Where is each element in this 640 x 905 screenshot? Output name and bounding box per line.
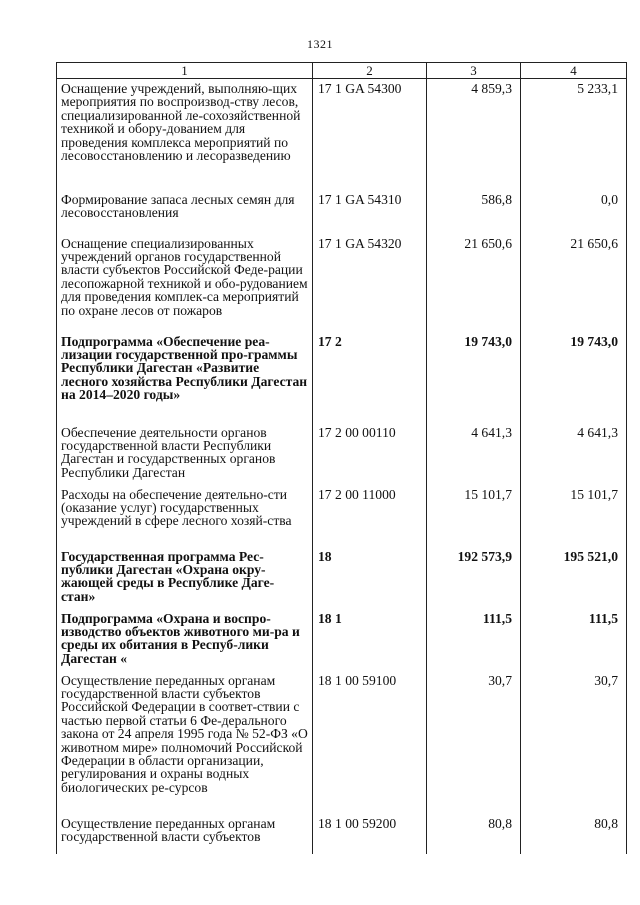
row-value-3-cell: 192 573,9: [427, 547, 521, 609]
row-name-cell: Государственная программа Рес-публики Дагестан «Охрана окру-жающей среды в Республике Даге-стан»: [57, 547, 313, 609]
table-row: [57, 814, 627, 854]
table-header-row: [57, 63, 627, 79]
row-code-cell: 18 1: [313, 609, 427, 671]
column-header-1: 1: [57, 63, 313, 79]
table-row: [57, 332, 627, 423]
table-body: [57, 79, 627, 854]
row-name-cell: Расходы на обеспечение деятельно-сти (оказание услуг) государственных учреждений в сфере лесного хозяй-ства: [57, 485, 313, 547]
table-row: [57, 423, 627, 485]
row-value-4-cell: 21 650,6: [521, 234, 627, 332]
row-code-cell: 18 1 00 59200: [313, 814, 427, 854]
row-code-cell: 17 2: [313, 332, 427, 423]
table-row: [57, 485, 627, 547]
budget-table: [56, 62, 627, 854]
row-code-cell: 18: [313, 547, 427, 609]
table-row: [57, 190, 627, 234]
row-value-4-cell: 5 233,1: [521, 79, 627, 190]
row-value-4-cell: 30,7: [521, 671, 627, 814]
row-name-cell: Осуществление переданных органам государственной власти субъектов: [57, 814, 313, 854]
row-name-cell: Формирование запаса лесных семян для лесовосстановления: [57, 190, 313, 234]
row-name-cell: Осуществление переданных органам государственной власти субъектов Российской Федерации в соответ-ствии с частью первой статьи 6 Фе-дерального закона от 24 апреля 1995 года № 52-ФЗ «О животном мире» полномочий Российской Федерации в области организации, регулирования и охраны водных биологических ре-сурсов: [57, 671, 313, 814]
row-code-cell: 18 1 00 59100: [313, 671, 427, 814]
row-value-3-cell: 30,7: [427, 671, 521, 814]
table-row: [57, 79, 627, 190]
row-value-4-cell: 195 521,0: [521, 547, 627, 609]
column-header-3: 3: [427, 63, 521, 79]
row-name-cell: Оснащение учреждений, выполняю-щих мероприятия по воспроизвод-ству лесов, специализированной ле-сохозяйственной техникой и обору-дованием для проведения комплекса мероприятий по лесовосстановлению и лесоразведению: [57, 79, 313, 190]
row-value-4-cell: 15 101,7: [521, 485, 627, 547]
row-code-cell: 17 2 00 11000: [313, 485, 427, 547]
row-value-3-cell: 111,5: [427, 609, 521, 671]
page-number: 1321: [307, 37, 333, 51]
row-code-cell: 17 1 GA 54320: [313, 234, 427, 332]
row-value-4-cell: 80,8: [521, 814, 627, 854]
row-value-3-cell: 80,8: [427, 814, 521, 854]
row-name-cell: Подпрограмма «Обеспечение реа-лизации государственной про-граммы Республики Дагестан «Развитие лесного хозяйства Республики Дагестан на 2014–2020 годы»: [57, 332, 313, 423]
row-value-4-cell: 19 743,0: [521, 332, 627, 423]
row-value-3-cell: 15 101,7: [427, 485, 521, 547]
row-name-cell: Оснащение специализированных учреждений органов государственной власти субъектов Российской Феде-рации лесопожарной техникой и обо-рудованием для проведения комплек-са мероприятий по охране лесов от пожаров: [57, 234, 313, 332]
table-row: [57, 609, 627, 671]
row-value-3-cell: 21 650,6: [427, 234, 521, 332]
row-value-3-cell: 586,8: [427, 190, 521, 234]
row-value-4-cell: 0,0: [521, 190, 627, 234]
row-value-4-cell: 111,5: [521, 609, 627, 671]
table-row: [57, 234, 627, 332]
row-code-cell: 17 1 GA 54300: [313, 79, 427, 190]
row-value-4-cell: 4 641,3: [521, 423, 627, 485]
row-name-cell: Подпрограмма «Охрана и воспро-изводство объектов животного ми-ра и среды их обитания в Респуб-лики Дагестан «: [57, 609, 313, 671]
column-header-2: 2: [313, 63, 427, 79]
row-code-cell: 17 2 00 00110: [313, 423, 427, 485]
row-value-3-cell: 19 743,0: [427, 332, 521, 423]
row-code-cell: 17 1 GA 54310: [313, 190, 427, 234]
row-value-3-cell: 4 859,3: [427, 79, 521, 190]
column-header-4: 4: [521, 63, 627, 79]
table-row: [57, 671, 627, 814]
table-row: [57, 547, 627, 609]
row-name-cell: Обеспечение деятельности органов государственной власти Республики Дагестан и государственных органов Республики Дагестан: [57, 423, 313, 485]
row-value-3-cell: 4 641,3: [427, 423, 521, 485]
